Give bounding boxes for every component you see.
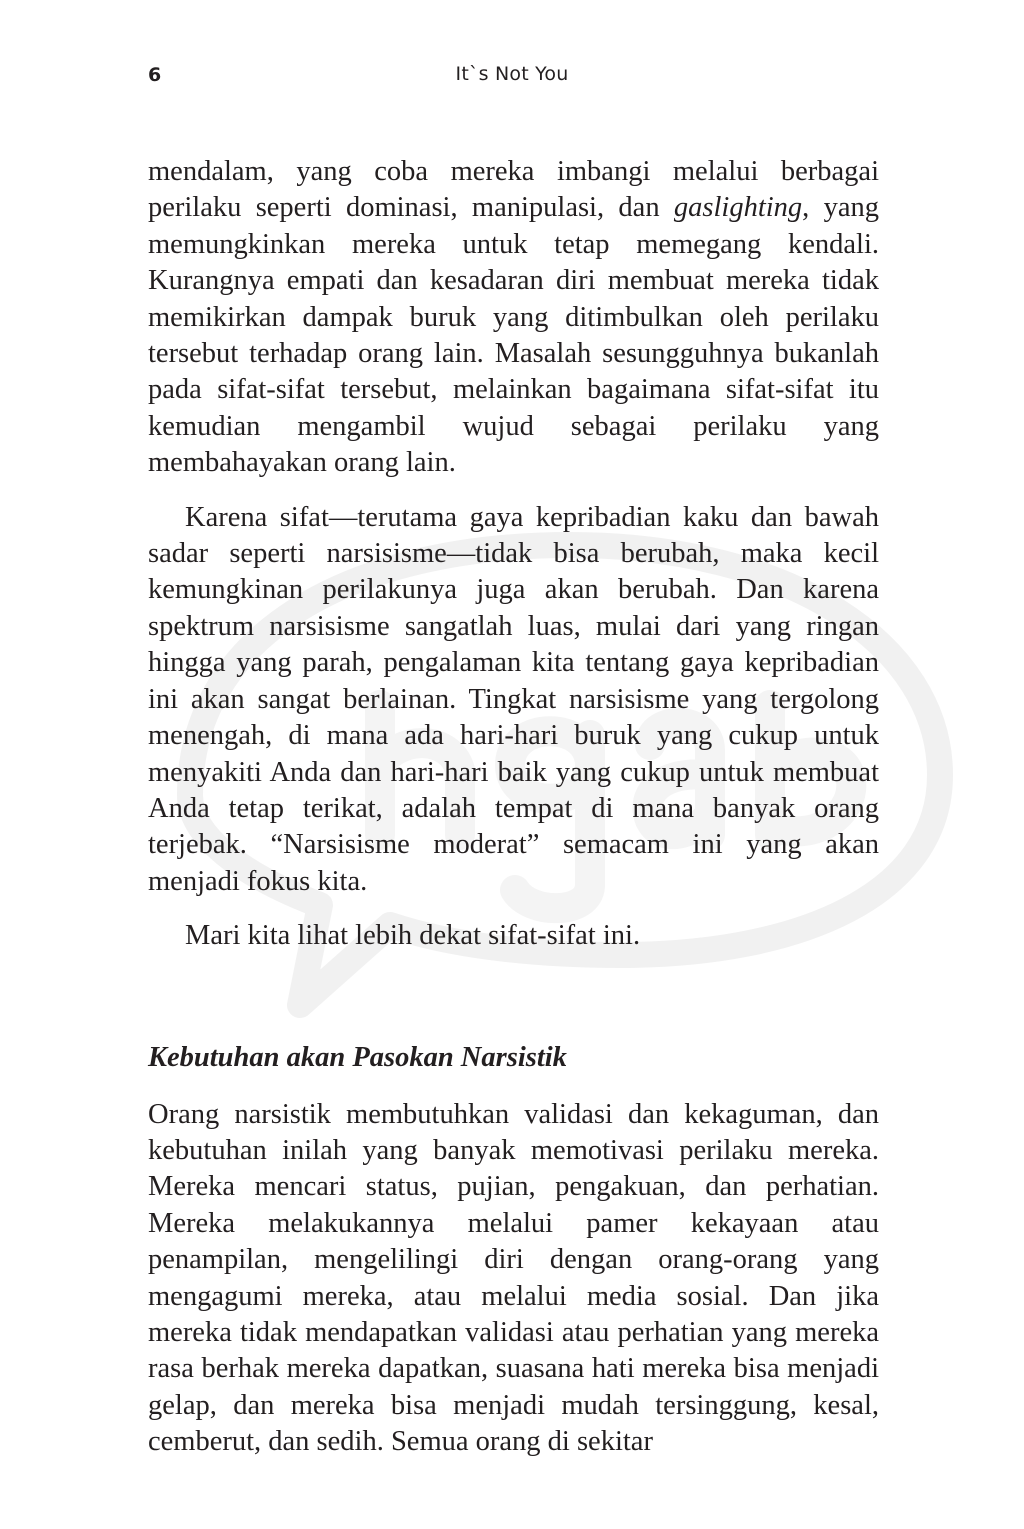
running-header	[0, 60, 1024, 90]
paragraph-1-end: , yang memungkinkan mereka untuk tetap memegang kendali. Kurangnya empati dan kesadaran diri membuat mereka tidak memikirkan dampak buruk yang ditimbulkan oleh perilaku tersebut terhadap orang lain. Masalah sesungguhnya bukanlah pada sifat-sifat tersebut, melainkan bagaimana sifat-sifat itu kemudian mengambil wujud sebagai perilaku yang membahayakan orang lain.	[148, 192, 879, 479]
paragraph-2: Karena sifat—terutama gaya kepribadian kaku dan bawah sadar seperti narsisisme—tidak bisa berubah, maka kecil kemungkinan perilakunya juga akan berubah. Dan karena spektrum narsisisme sangatlah luas, mulai dari yang ringan hingga yang parah, pengalaman kita tentang gaya kepribadian ini akan sangat berlainan. Tingkat narsisisme yang tergolong menengah, di mana ada hari-hari buruk yang cukup untuk menyakiti Anda dan hari-hari baik yang cukup untuk membuat Anda tetap terikat, adalah tempat di mana banyak orang terjebak. “Narsisisme moderat” semacam ini yang akan menjadi fokus kita.	[148, 501, 879, 897]
page-number: 6	[148, 64, 162, 86]
body-text	[148, 154, 879, 1461]
paragraph-3: Mari kita lihat lebih dekat sifat-sifat ini.	[185, 920, 641, 952]
italic-term-gaslighting: gaslighting	[673, 192, 803, 224]
paragraph-4: Orang narsistik membutuhkan validasi dan kekaguman, dan kebutuhan inilah yang banyak memotivasi perilaku mereka. Mereka mencari status, pujian, pengakuan, dan perhatian. Mereka melakukannya melalui pamer kekayaan atau penampilan, mengelilingi diri dengan orang-orang yang mengagumi mereka, atau melalui media sosial. Dan jika mereka tidak mendapatkan validasi atau perhatian yang mereka rasa berhak mereka dapatkan, suasana hati mereka bisa menjadi gelap, dan mereka bisa menjadi mudah tersinggung, kesal, cemberut, dan sedih. Semua orang di sekitar	[148, 1098, 879, 1458]
paragraph-1	[148, 154, 879, 482]
paragraph-1-start: mendalam, yang coba mereka imbangi melalui berbagai perilaku seperti dominasi, manipulasi, dan	[148, 156, 879, 224]
section-heading: Kebutuhan akan Pasokan Narsistik	[148, 1041, 567, 1073]
book-title: It`s Not You	[455, 63, 569, 85]
